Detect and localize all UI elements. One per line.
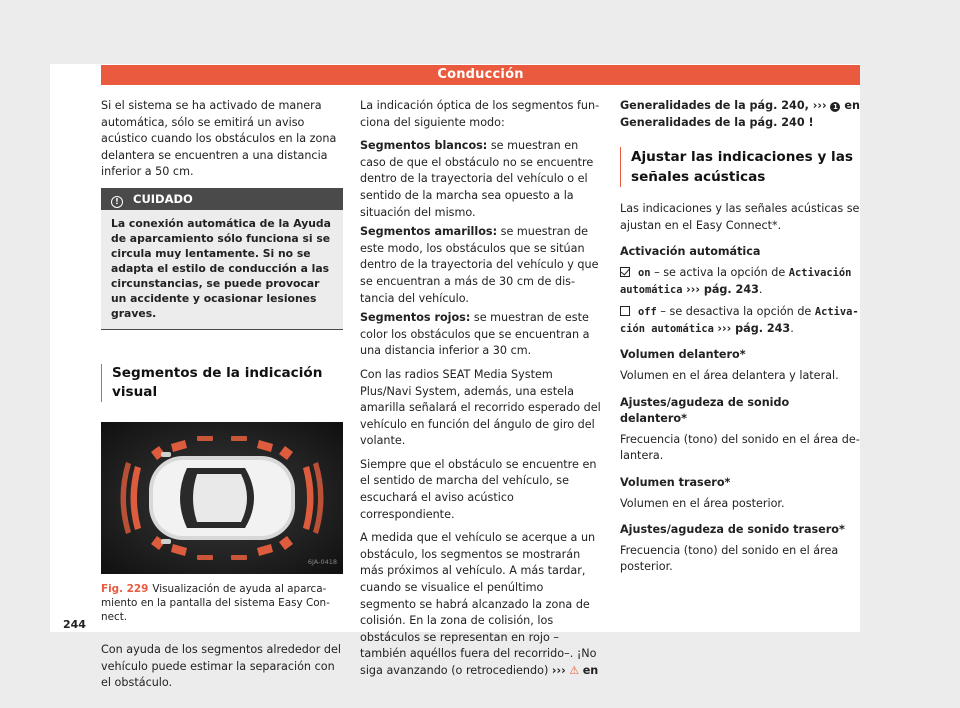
- warning-triangle-icon: ⚠: [569, 664, 580, 677]
- col2-para3-tail: en: [582, 664, 599, 677]
- col3-lead-text[interactable]: Generalidades de la pág. 240, ›››: [620, 99, 827, 112]
- definition-term: Segmentos amarillos:: [360, 225, 498, 239]
- column-1: [101, 98, 343, 699]
- option-on-ref[interactable]: ››› pág. 243: [686, 282, 759, 296]
- definition-term: Segmentos rojos:: [360, 311, 471, 325]
- figure-caption: [101, 582, 343, 624]
- col2-intro: La indicación óptica de los segmentos funciona del siguiente modo:: [360, 99, 600, 129]
- col2-para2: Siempre que el obstáculo se encuentre en el sentido de marcha del vehículo, se escuchará el aviso acústico correspondiente.: [360, 457, 597, 521]
- warning-text: La conexión automática de la Ayuda de aparcamiento sólo funciona si se circula muy lentamente. Si no se adapta el estilo de conducción a las circunstancias, se puede provocar un accidente y ocasionar lesiones graves.: [101, 210, 343, 330]
- option-off-text: – se desactiva la opción de: [660, 305, 812, 319]
- column-2: [360, 98, 602, 687]
- col2-para3: [360, 530, 602, 679]
- option-off-code2: Activación automática: [620, 306, 859, 335]
- item-title: Volumen delantero*: [620, 348, 746, 362]
- item-title: Volumen trasero*: [620, 475, 731, 489]
- ref-arrow[interactable]: ›››: [551, 664, 566, 677]
- warning-header: [101, 188, 343, 210]
- option-on-code: on: [638, 266, 651, 279]
- col3-intro: Las indicaciones y las señales acústicas se ajustan en el Easy Connect*.: [620, 202, 860, 232]
- warning-title: CUIDADO: [133, 191, 193, 206]
- warning-box: [101, 188, 343, 330]
- option-on: on – se activa la opción de Activación automática ››› pág. 243.: [620, 265, 852, 296]
- definition-red: [360, 310, 602, 360]
- definition-desc: se muestran de este modo, los obstáculos que se sitúan dentro de la trayectoria del vehículo y que se encuentran a más de 30 cm de distancia del vehículo.: [360, 225, 599, 305]
- option-off-code: off: [638, 306, 657, 319]
- checkbox-checked-icon: [620, 267, 630, 277]
- subheading-auto: Activación automática: [620, 245, 761, 259]
- definition-yellow: [360, 224, 602, 307]
- option-off: off – se desactiva la opción de Activación automática ››› pág. 243.: [620, 305, 859, 335]
- option-on-text: – se activa la opción de: [654, 265, 786, 279]
- item-text: Volumen en el área posterior.: [620, 496, 785, 510]
- option-on-code2: Activación automática: [620, 266, 852, 296]
- info-dot-icon: 1: [830, 102, 840, 112]
- item-title: Ajustes/agudeza de sonido delantero*: [620, 395, 790, 426]
- caption-label: Fig. 229: [101, 582, 149, 595]
- figure-code: 6JA-0418: [307, 558, 337, 567]
- section-title-settings: Ajustar las indicaciones y las señales acústicas: [620, 147, 860, 187]
- col3-lead-mid: en Generalidades de la pág. 240: [620, 99, 860, 129]
- option-off-ref[interactable]: ››› pág. 243: [717, 321, 791, 335]
- col3-lead: [620, 98, 860, 131]
- col2-para1: Con las radios SEAT Media System Plus/Navi System, además, una estela amarilla señalará el recorrido esperado del vehículo en función del ángulo de giro del volante.: [360, 367, 601, 448]
- col3-lead-end: !: [808, 115, 814, 129]
- item-text: Frecuencia (tono) del sonido en el área delantera.: [620, 432, 860, 463]
- checkbox-empty-icon: [620, 306, 630, 316]
- section-header: Conducción: [101, 65, 860, 85]
- section-title-segments: Segmentos de la indicación visual: [101, 364, 343, 402]
- item-text: Volumen en el área delantera y lateral.: [620, 368, 839, 382]
- car-top-view-illustration: [101, 422, 343, 574]
- warning-icon: !: [111, 196, 123, 208]
- col2-para3-text: A medida que el vehículo se acerque a un obstáculo, los segmentos se mostrarán más próximos al vehículo. A más tardar, cuando se visualice el penúltimo segmento se habrá alcanzado la zona de colisión. En la zona de colisión, los obstáculos se representan en rojo –también aquéllos fuera del recorrido–. ¡No siga avanzando (o retrocediendo): [360, 531, 597, 677]
- outro-paragraph: Con ayuda de los segmentos alrededor del vehículo puede estimar la separación con el obstáculo.: [101, 642, 341, 690]
- caption-text: Visualización de ayuda al aparcamiento en la pantalla del sistema Easy Connect.: [101, 582, 330, 623]
- definition-white: [360, 138, 602, 221]
- item-title: Ajustes/agudeza de sonido trasero*: [620, 523, 845, 537]
- definition-desc: se muestran de este color los obstáculos que se encuentran a una distancia inferior a 30 cm.: [360, 311, 590, 358]
- definition-term: Segmentos blancos:: [360, 139, 488, 153]
- definition-desc: se muestran en caso de que el obstáculo no se encuentre dentro de la trayectoria del vehículo o el sentido de la marcha sea opuesto a la situación del mismo.: [360, 139, 594, 219]
- intro-paragraph: Si el sistema se ha activado de manera automática, sólo se emitirá un aviso acústico cuando los obstáculos en la zona delantera se encuentren a una distancia inferior a 50 cm.: [101, 99, 337, 179]
- item-text: Frecuencia (tono) del sonido en el área posterior.: [620, 543, 839, 574]
- page-number: 244: [63, 618, 86, 631]
- column-3: [620, 98, 860, 583]
- parking-display-figure: [101, 422, 343, 574]
